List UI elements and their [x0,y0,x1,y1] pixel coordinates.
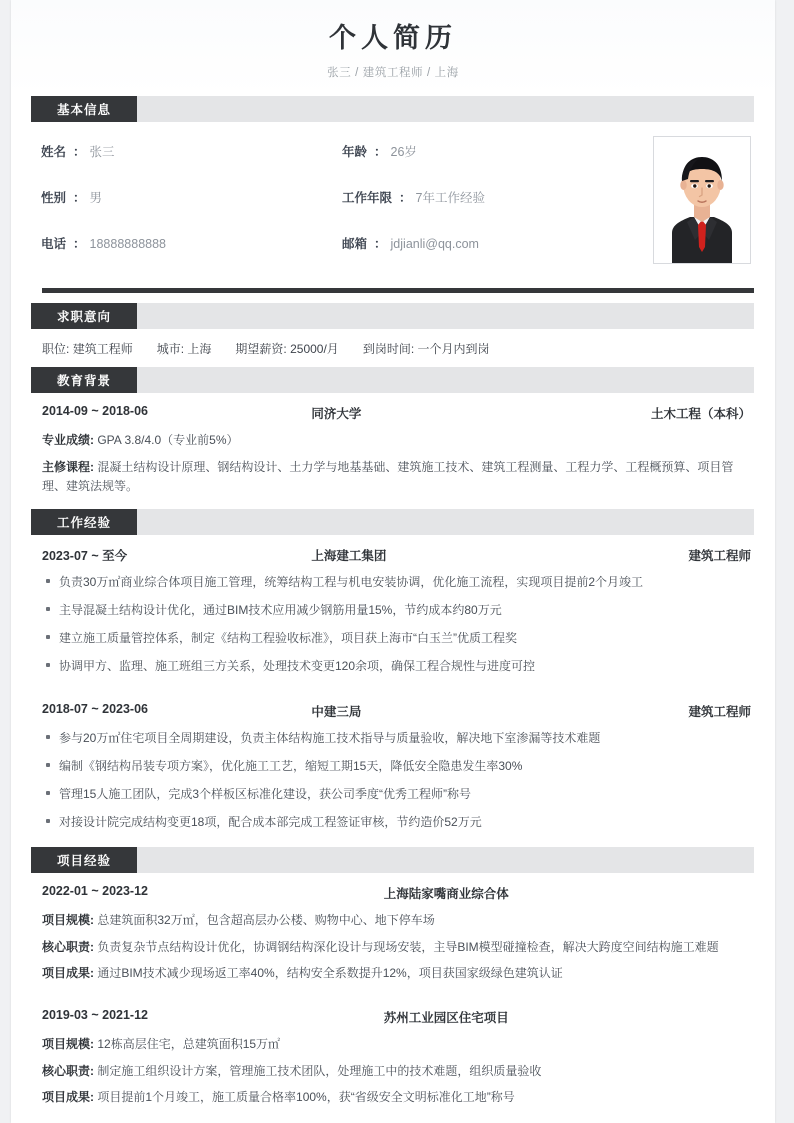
section-tag-project: 项目经验 [31,847,137,873]
field-separator: ： [73,191,86,206]
section-header-basic [31,96,754,122]
field-label: 邮箱 [342,237,368,252]
field-label: 性别 [41,191,67,206]
entry-date: 2018-07 ~ 2023-06 [42,702,148,717]
education-detail [42,458,751,495]
project-detail [42,1088,751,1107]
field-email [342,234,643,264]
project-entry-head [42,1008,751,1026]
detail-value: 项目提前1个月竣工，施工质量合格率100%，获“省级安全文明标准化工地”称号 [97,1090,515,1105]
intention-value: 一个月内到岗 [417,342,490,357]
intention-salary [235,340,338,357]
entry-date: 2019-03 ~ 2021-12 [42,1007,148,1022]
work-entry [11,691,775,847]
list-item: 建立施工质量管控体系，制定《结构工程验收标准》，项目获上海市“白玉兰”优质工程奖 [42,629,751,647]
detail-key: 主修课程: [42,459,94,474]
entry-major: 土木工程（本科） [650,407,751,422]
detail-value: 制定施工组织设计方案，管理施工技术团队，处理施工中的技术难题，组织质量验收 [97,1063,542,1078]
intention-value: 上海 [187,342,212,357]
detail-key: 核心职责: [42,939,94,954]
field-value: 张三 [89,145,115,160]
field-separator: ： [374,145,387,160]
field-value: jdjianli@qq.com [390,237,479,252]
list-item: 对接设计院完成结构变更18项，配合成本部完成工程签证审核，节约造价52万元 [42,813,751,831]
intention-label: 城市: [156,342,185,357]
field-label: 姓名 [41,145,67,160]
detail-value: GPA 3.8/4.0（专业前5%） [97,433,239,448]
field-separator: ： [399,191,412,206]
work-bullet-list [42,573,751,675]
detail-value: 通过BIM技术减少现场返工率40%，结构安全系数提升12%，项目获国家级绿色建筑认证 [97,966,563,981]
job-intention-row [11,329,775,367]
list-item: 参与20万㎡住宅项目全周期建设，负责主体结构施工技术指导与质量验收，解决地下室渗漏等技术难题 [42,729,751,747]
education-detail [42,431,751,450]
entry-company: 中建三局 [311,705,362,720]
field-separator: ： [374,237,387,252]
field-value: 18888888888 [89,237,167,252]
entry-project-name: 上海陆家嘴商业综合体 [383,887,509,902]
project-detail [42,911,751,930]
intention-value: 建筑工程师 [72,342,133,357]
field-label: 工作年限 [342,191,393,206]
work-entry-head [42,702,751,720]
basic-info-fields [37,136,643,264]
detail-value: 混凝土结构设计原理、钢结构设计、土力学与地基基础、建筑施工技术、建筑工程测量、工程力学、工程概预算、项目管理、建筑法规等。 [42,459,734,493]
entry-role: 建筑工程师 [688,549,751,564]
project-detail [42,1062,751,1081]
project-detail [42,1035,751,1054]
education-entry [11,393,775,509]
intention-availability [363,340,490,357]
field-separator: ： [73,237,86,252]
intention-label: 期望薪资: [235,342,287,357]
section-tag-intention: 求职意向 [31,303,137,329]
field-gender [41,188,342,218]
entry-date: 2014-09 ~ 2018-06 [42,404,148,419]
detail-key: 项目成果: [42,966,94,981]
page-subtitle: 张三 / 建筑工程师 / 上海 [327,67,459,80]
field-label: 电话 [41,237,67,252]
basic-info-block [11,122,775,274]
entry-project-name: 苏州工业园区住宅项目 [383,1010,509,1025]
detail-key: 项目规模: [42,913,94,928]
project-entry [11,873,775,997]
field-value: 26岁 [390,145,417,160]
field-age [342,142,643,172]
work-bullet-list [42,729,751,831]
field-value: 男 [89,191,103,206]
section-tag-education: 教育背景 [31,367,137,393]
list-item: 协调甲方、监理、施工班组三方关系，处理技术变更120余项，确保工程合规性与进度可控 [42,657,751,675]
section-divider [42,288,754,293]
intention-city [157,340,212,357]
list-item: 负责30万㎡商业综合体项目施工管理，统筹结构工程与机电安装协调，优化施工流程，实现项目提前2个月竣工 [42,573,751,591]
project-detail [42,938,751,957]
detail-key: 核心职责: [42,1063,94,1078]
portrait-photo-icon [654,137,750,263]
list-item: 管理15人施工团队，完成3个样板区标准化建设，获公司季度“优秀工程师”称号 [42,785,751,803]
work-entry-head [42,546,751,564]
entry-date: 2022-01 ~ 2023-12 [42,884,148,899]
page-title: 个人简历 [329,23,457,53]
project-detail [42,964,751,983]
field-name [41,142,342,172]
field-label: 年龄 [342,145,368,160]
intention-label: 职位: [42,342,70,357]
resume-page [11,0,775,1123]
entry-organization: 同济大学 [311,407,362,422]
section-header-project [31,847,754,873]
work-entry [11,535,775,691]
entry-role: 建筑工程师 [688,705,751,720]
project-entry-head [42,884,751,902]
field-value: 7年工作经验 [415,191,485,206]
resume-header [11,0,775,96]
detail-key: 项目规模: [42,1036,94,1051]
section-header-education [31,367,754,393]
project-entry [11,997,775,1121]
field-separator: ： [73,145,86,160]
entry-company: 上海建工集团 [311,549,387,564]
section-header-work [31,509,754,535]
education-entry-head [42,404,751,422]
section-tag-basic: 基本信息 [31,96,137,122]
field-phone [41,234,342,264]
field-years-of-experience [342,188,643,218]
detail-value: 负责复杂节点结构设计优化，协调钢结构深化设计与现场安装，主导BIM模型碰撞检查，解决大跨度空间结构施工难题 [97,939,719,954]
detail-value: 总建筑面积32万㎡，包含超高层办公楼、购物中心、地下停车场 [97,913,435,928]
entry-date: 2023-07 ~ 至今 [42,549,128,564]
intention-position [42,340,133,357]
detail-value: 12栋高层住宅，总建筑面积15万㎡ [97,1036,281,1051]
intention-value: 25000/月 [290,342,339,357]
detail-key: 专业成绩: [42,433,94,448]
avatar [653,136,751,264]
list-item: 主导混凝土结构设计优化，通过BIM技术应用减少钢筋用量15%，节约成本约80万元 [42,601,751,619]
list-item: 编制《钢结构吊装专项方案》，优化施工工艺，缩短工期15天，降低安全隐患发生率30% [42,757,751,775]
intention-label: 到岗时间: [362,342,415,357]
section-header-intention [31,303,754,329]
section-tag-work: 工作经验 [31,509,137,535]
detail-key: 项目成果: [42,1090,94,1105]
